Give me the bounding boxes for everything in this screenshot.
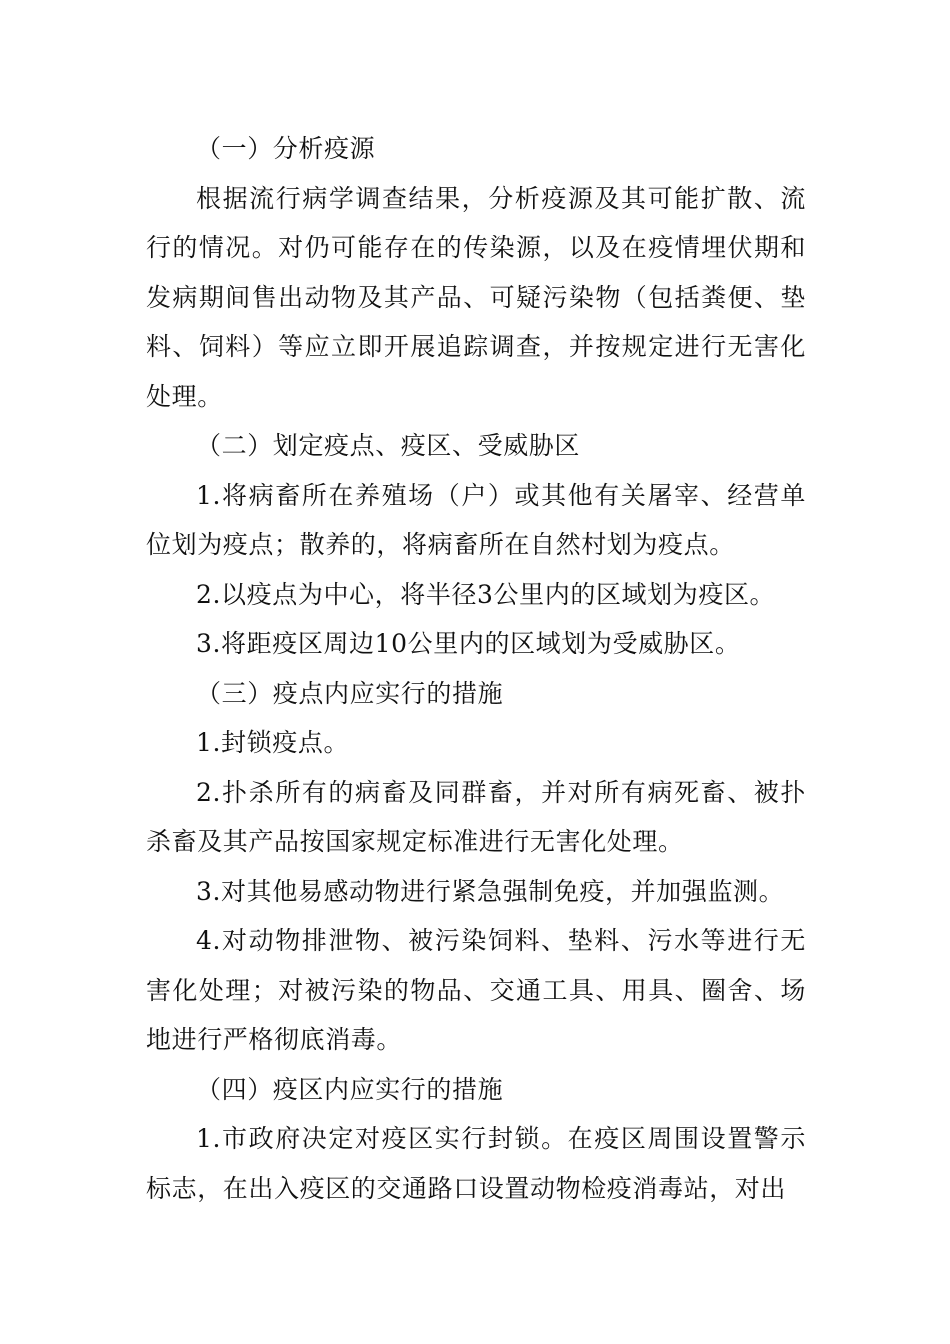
section-heading-1: （一）分析疫源	[196, 134, 376, 163]
section-heading-2: （二）划定疫点、疫区、受威胁区	[196, 431, 581, 460]
list-item: 3.对其他易感动物进行紧急强制免疫，并加强监测。	[196, 876, 785, 906]
section-heading-4: （四）疫区内应实行的措施	[196, 1074, 504, 1104]
list-item: 1.市政府决定对疫区实行封锁。在疫区周围设置警示标志，在出入疫区的交通路口设置动物检疫消毒站，对出	[146, 1124, 806, 1203]
list-item: 1.封锁疫点。	[196, 728, 350, 757]
list-item: 2.以疫点为中心，将半径3公里内的区域划为疫区。	[196, 579, 776, 609]
section-heading-3: （三）疫点内应实行的措施	[196, 678, 504, 708]
list-item: 2.扑杀所有的病畜及同群畜，并对所有病死畜、被扑杀畜及其产品按国家规定标准进行无害化处理。	[146, 777, 806, 856]
list-item: 1.将病畜所在养殖场（户）或其他有关屠宰、经营单位划为疫点；散养的，将病畜所在自然村划为疫点。	[146, 480, 806, 559]
body-paragraph: 根据流行病学调查结果，分析疫源及其可能扩散、流行的情况。对仍可能存在的传染源，以及在疫情埋伏期和发病期间售出动物及其产品、可疑污染物（包括粪便、垫料、饲料）等应立即开展追踪调查，并按规定进行无害化处理。	[146, 183, 806, 411]
list-item: 3.将距疫区周边10公里内的区域划为受威胁区。	[196, 629, 741, 658]
document-body	[146, 124, 806, 1213]
list-item: 4.对动物排泄物、被污染饲料、垫料、污水等进行无害化处理；对被污染的物品、交通工具、用具、圈舍、场地进行严格彻底消毒。	[146, 926, 806, 1054]
